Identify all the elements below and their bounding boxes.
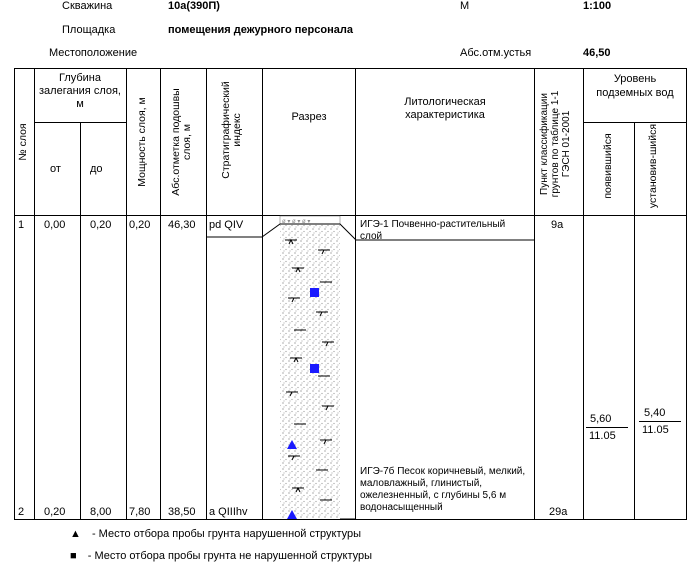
col-section: Разрез	[291, 111, 327, 123]
col-lithology: Литологическая характеристика	[404, 96, 486, 121]
lithology: ИГЭ-7б Песок коричневый, мелкий, маловлажный, глинистый, ожелезненный, с глубины 5,6 м водонасыщенный	[360, 466, 526, 513]
strat-index: pd QIV	[209, 219, 244, 231]
water-appeared-depth: 5,60	[590, 413, 612, 425]
soil-class: 9а	[551, 219, 564, 231]
col-layer-no: № слоя	[17, 123, 29, 161]
depth-to: 0,20	[90, 219, 112, 231]
site-label: Площадка	[62, 24, 116, 36]
square-legend-icon: ■	[70, 550, 77, 562]
water-established-date: 11.05	[642, 424, 669, 436]
scale-label: М	[460, 0, 470, 12]
legend-undisturbed: ■ - Место отбора пробы грунта не нарушенной структуры	[70, 550, 373, 562]
triangle-legend-icon: ▲	[70, 528, 81, 540]
abs-bottom: 38,50	[168, 506, 196, 518]
col-thickness: Мощность слоя, м	[136, 97, 148, 187]
site-value: помещения дежурного персонала	[168, 24, 353, 36]
col-depth-to: до	[90, 163, 103, 175]
scale-value: 1:100	[583, 0, 612, 12]
layer-no: 2	[18, 506, 25, 518]
depth-from: 0,20	[44, 506, 66, 518]
legend-disturbed: ▲ - Место отбора пробы грунта нарушенной структуры	[70, 528, 362, 540]
layer-no: 1	[18, 219, 25, 231]
abs-elevation-label: Абс.отм.устья	[460, 47, 532, 59]
col-water-established: установив-шийся	[647, 123, 659, 209]
location-label: Местоположение	[49, 47, 138, 59]
col-depth-title: Глубина залегания слоя, м	[39, 72, 121, 110]
col-water-title: Уровень подземных вод	[596, 73, 674, 99]
col-depth-from: от	[50, 163, 61, 175]
col-water-appeared: появившийся	[602, 133, 614, 199]
abs-elevation-value: 46,50	[583, 47, 611, 59]
water-established-depth: 5,40	[644, 407, 666, 419]
thickness: 0,20	[129, 219, 151, 231]
col-strat-index: Стратиграфический индекс	[220, 81, 243, 179]
svg-text:ø ▾ ø ▾ ø ▾: ø ▾ ø ▾ ø ▾	[282, 219, 311, 225]
strat-index: a QIIIhv	[209, 506, 248, 518]
col-abs-bottom: Абс.отметка подошвы слоя, м	[170, 88, 193, 196]
thickness: 7,80	[129, 506, 151, 518]
square-sample-icon	[310, 288, 319, 297]
square-sample-icon	[310, 364, 319, 373]
depth-from: 0,00	[44, 219, 66, 231]
abs-bottom: 46,30	[168, 219, 196, 231]
col-soil-class: Пункт классификации грунтов по таблице 1-1 ГЭСН 01-2001	[539, 90, 572, 198]
well-label: Скважина	[62, 0, 113, 12]
well-value: 10а(390П)	[168, 0, 220, 12]
lithology: ИГЭ-1 Почвенно-растительный слой	[360, 219, 506, 242]
water-appeared-date: 11.05	[589, 430, 616, 442]
soil-class: 29а	[549, 506, 568, 518]
depth-to: 8,00	[90, 506, 112, 518]
